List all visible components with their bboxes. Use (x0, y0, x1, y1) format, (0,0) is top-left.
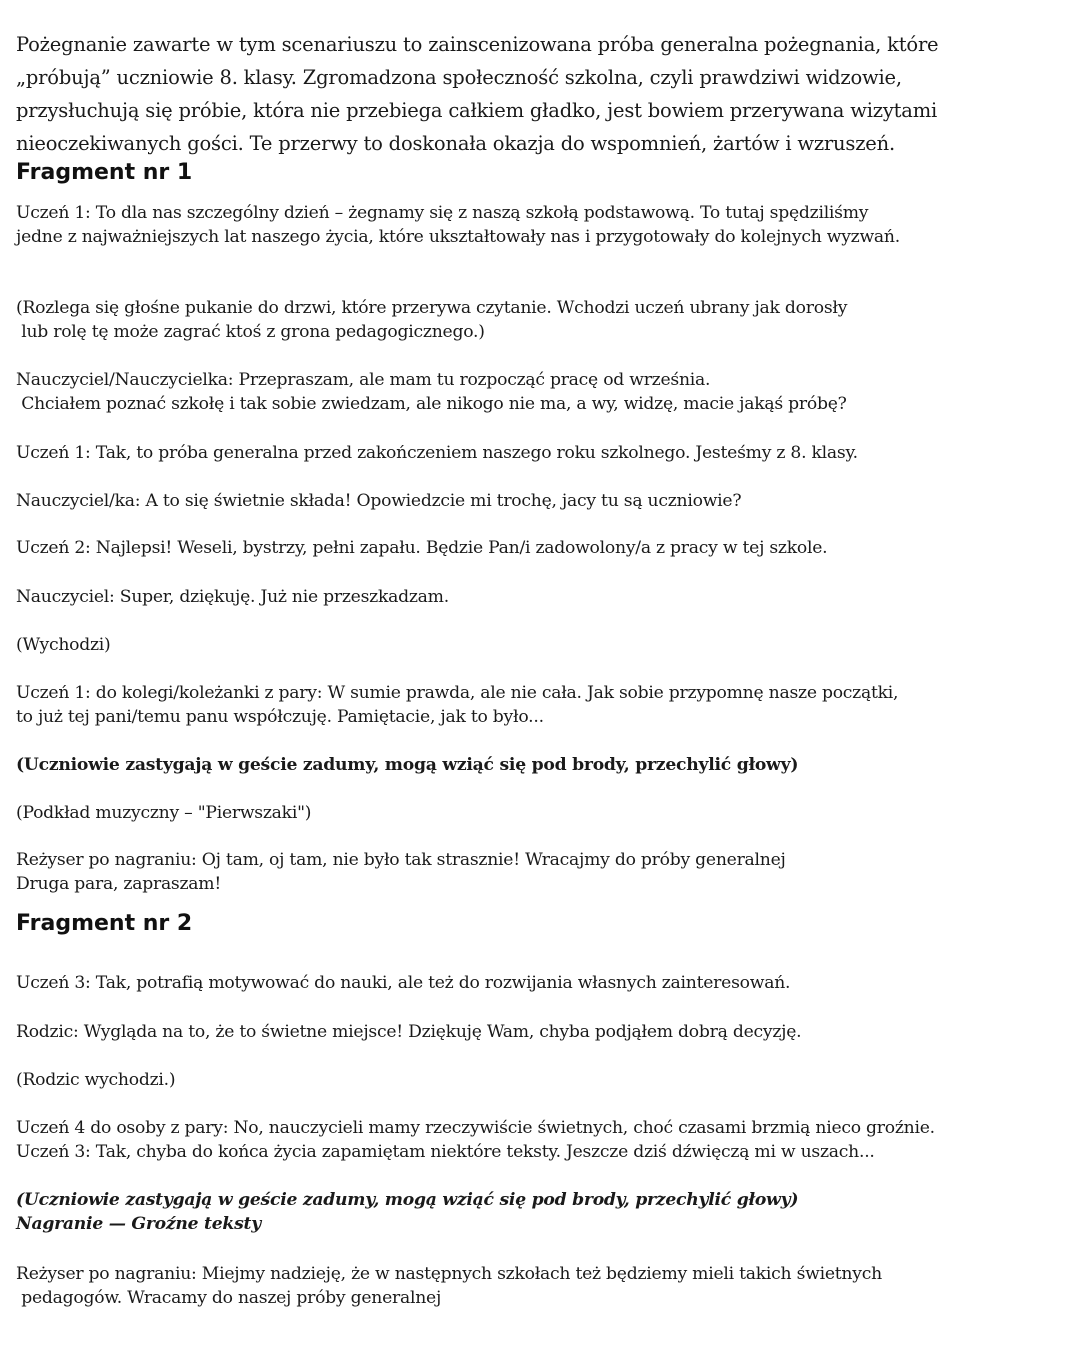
text-line: Rodzic: Wygląda na to, że to świetne miejsce! Dziękuję Wam, chyba podjąłem dobrą decyzję. (16, 1022, 802, 1042)
text-line: nieoczekiwanych gości. Te przerwy to doskonała okazja do wspomnień, żartów i wzruszeń. (16, 132, 895, 155)
text-line: Uczeń 2: Najlepsi! Weseli, bystrzy, pełni zapału. Będzie Pan/i zadowolony/a z pracy w tej szkole. (16, 538, 828, 558)
script-paragraph (16, 1068, 1060, 1092)
script-paragraph (16, 1020, 1060, 1044)
text-line: „próbują” uczniowie 8. klasy. Zgromadzona społeczność szkolna, czyli prawdziwi widzowie, (16, 66, 902, 89)
text-line: Nagranie — Groźne teksty (16, 1214, 261, 1234)
text-line: (Uczniowie zastygają w geście zadumy, mogą wziąć się pod brody, przechylić głowy) (16, 755, 799, 775)
text-line: Fragment nr 2 (16, 911, 193, 936)
text-line: Pożegnanie zawarte w tym scenariuszu to zainscenizowana próba generalna pożegnania, które (16, 33, 939, 56)
script-paragraph (16, 585, 1060, 609)
text-line: Uczeń 3: Tak, potrafią motywować do nauki, ale też do rozwijania własnych zainteresowań. (16, 973, 791, 993)
text-line: Druga para, zapraszam! (16, 874, 222, 894)
text-line: (Wychodzi) (16, 635, 111, 655)
script-paragraph (16, 971, 1060, 995)
text-line: Uczeń 3: Tak, chyba do końca życia zapamiętam niektóre teksty. Jeszcze dziś dźwięczą mi w uszach... (16, 1142, 875, 1162)
script-paragraph (16, 368, 1060, 416)
text-line: (Uczniowie zastygają w geście zadumy, mogą wziąć się pod brody, przechylić głowy) (16, 1190, 799, 1210)
text-line: to już tej pani/temu panu współczuję. Pamiętacie, jak to było... (16, 707, 544, 727)
text-line: Uczeń 4 do osoby z pary: No, nauczycieli mamy rzeczywiście świetnych, choć czasami brzmią nieco groźnie. (16, 1118, 935, 1138)
script-paragraph (16, 753, 1060, 777)
script-paragraph (16, 681, 1060, 729)
text-line: Nauczyciel: Super, dziękuję. Już nie przeszkadzam. (16, 587, 449, 607)
script-paragraph (16, 489, 1060, 513)
text-line: Fragment nr 1 (16, 160, 193, 185)
intro-paragraph (16, 28, 1060, 160)
section-heading (16, 909, 1060, 939)
script-paragraph (16, 633, 1060, 657)
script-paragraph (16, 1116, 1060, 1164)
text-line: jedne z najważniejszych lat naszego życia, które ukształtowały nas i przygotowały do kolejnych wyzwań. (16, 227, 900, 247)
section-heading (16, 158, 1060, 188)
text-line: lub rolę tę może zagrać ktoś z grona pedagogicznego.) (16, 322, 485, 342)
script-paragraph (16, 201, 1060, 249)
text-line: Chciałem poznać szkołę i tak sobie zwiedzam, ale nikogo nie ma, a wy, widzę, macie jakąś próbę? (16, 394, 847, 414)
script-paragraph (16, 441, 1060, 465)
text-line: przysłuchują się próbie, która nie przebiega całkiem gładko, jest bowiem przerywana wizytami (16, 99, 938, 122)
script-paragraph (16, 296, 1060, 344)
text-line: Reżyser po nagraniu: Miejmy nadzieję, że w następnych szkołach też będziemy mieli takich świetnych (16, 1264, 882, 1284)
text-line: Nauczyciel/Nauczycielka: Przepraszam, ale mam tu rozpocząć pracę od września. (16, 370, 711, 390)
text-line: Reżyser po nagraniu: Oj tam, oj tam, nie było tak strasznie! Wracajmy do próby generalnej (16, 850, 786, 870)
text-line: (Rodzic wychodzi.) (16, 1070, 176, 1090)
text-line: Uczeń 1: do kolegi/koleżanki z pary: W sumie prawda, ale nie cała. Jak sobie przypomnę nasze początki, (16, 683, 899, 703)
text-line: (Rozlega się głośne pukanie do drzwi, które przerywa czytanie. Wchodzi uczeń ubrany jak dorosły (16, 298, 848, 318)
text-line: Uczeń 1: To dla nas szczególny dzień – żegnamy się z naszą szkołą podstawową. To tutaj spędziliśmy (16, 203, 869, 223)
text-line: Nauczyciel/ka: A to się świetnie składa! Opowiedzcie mi trochę, jacy tu są uczniowie? (16, 491, 742, 511)
script-paragraph (16, 1188, 1060, 1236)
script-paragraph (16, 536, 1060, 560)
text-line: (Podkład muzyczny – "Pierwszaki") (16, 803, 312, 823)
script-paragraph (16, 1262, 1060, 1310)
text-line: pedagogów. Wracamy do naszej próby generalnej (16, 1288, 442, 1308)
script-paragraph (16, 848, 1060, 896)
script-paragraph (16, 801, 1060, 825)
text-line: Uczeń 1: Tak, to próba generalna przed zakończeniem naszego roku szkolnego. Jesteśmy z 8. klasy. (16, 443, 858, 463)
